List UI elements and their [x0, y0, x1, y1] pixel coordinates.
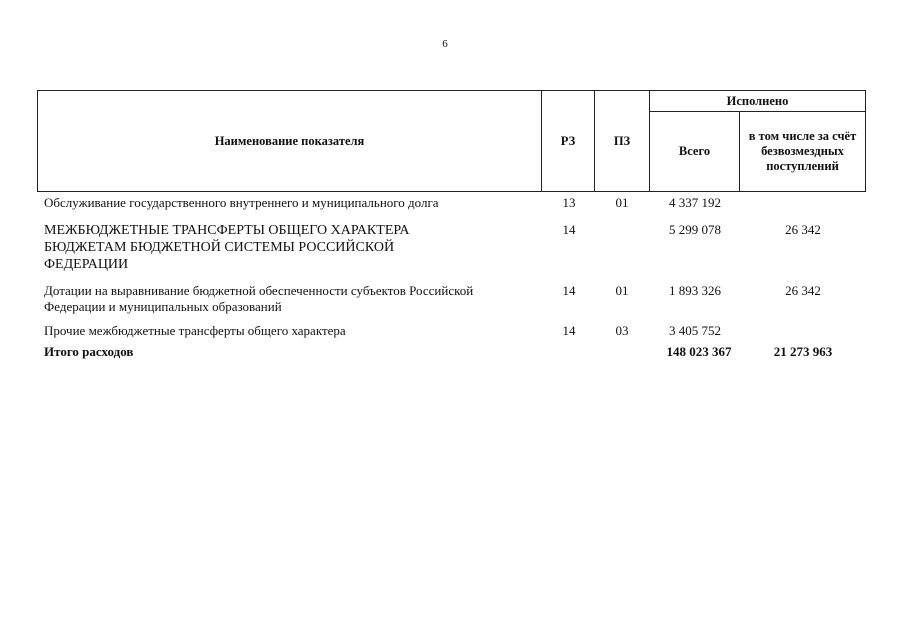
row-name: Дотации на выравнивание бюджетной обеспеченности субъектов Российской Федерации и муниципальных образований: [44, 283, 474, 314]
row-rz: 14: [562, 283, 576, 298]
row-name: Обслуживание государственного внутреннего и муниципального долга: [44, 195, 439, 210]
row-rz: 14: [562, 323, 576, 338]
header-pz: ПЗ: [594, 90, 650, 192]
row-gratuitous: 26 342: [785, 222, 821, 237]
header-executed: Исполнено: [649, 90, 866, 112]
row-gratuitous: 26 342: [785, 283, 821, 298]
row-name: Прочие межбюджетные трансферты общего характера: [44, 323, 346, 338]
row-pz: 03: [615, 323, 629, 338]
page-number: 6: [442, 38, 448, 50]
totals-gratuitous: 21 273 963: [773, 344, 833, 359]
header-gratuitous: в том числе за счёт безвозмездных поступлений: [739, 111, 866, 192]
row-rz: 14: [562, 222, 576, 237]
header-name: Наименование показателя: [37, 90, 542, 192]
row-total: 1 893 326: [669, 283, 721, 298]
row-total: 5 299 078: [669, 222, 721, 237]
row-total: 3 405 752: [669, 323, 721, 338]
row-pz: 01: [615, 283, 629, 298]
row-name: МЕЖБЮДЖЕТНЫЕ ТРАНСФЕРТЫ ОБЩЕГО ХАРАКТЕРА БЮДЖЕТАМ БЮДЖЕТНОЙ СИСТЕМЫ РОССИЙСКОЙ ФЕДЕРАЦИИ: [44, 223, 410, 272]
header-rz: РЗ: [541, 90, 595, 192]
row-pz: 01: [615, 195, 629, 210]
totals-total: 148 023 367: [666, 344, 732, 359]
row-total: 4 337 192: [669, 195, 721, 210]
header-total: Всего: [649, 111, 740, 192]
row-rz: 13: [562, 195, 576, 210]
totals-label: Итого расходов: [44, 344, 134, 359]
